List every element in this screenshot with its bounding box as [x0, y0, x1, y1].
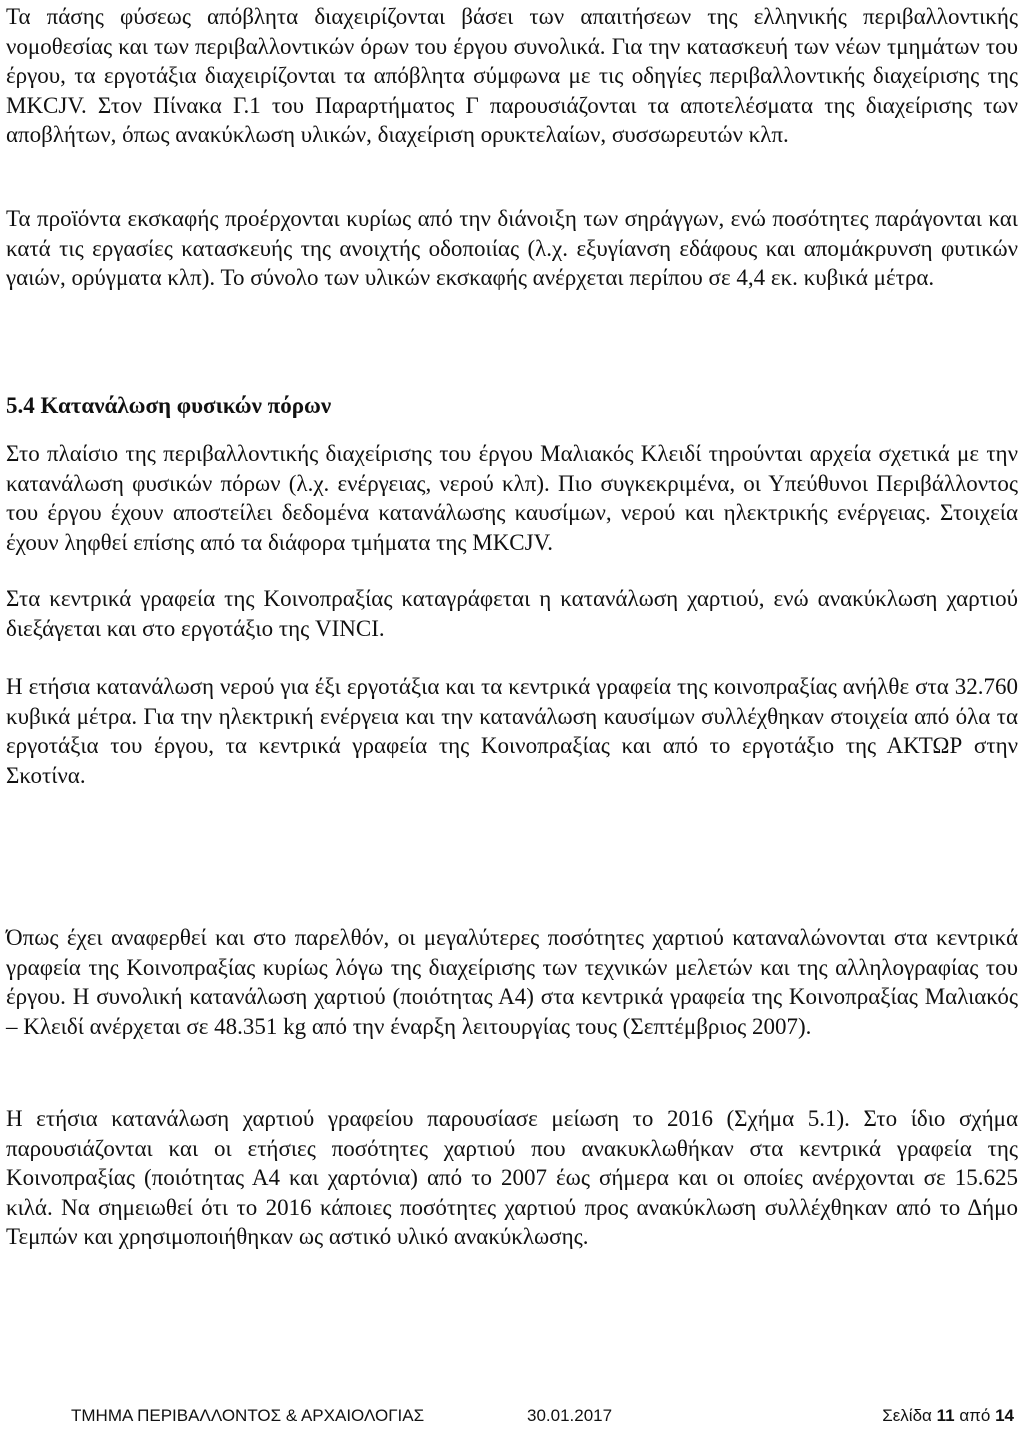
paragraph-paper-consumption: Όπως έχει αναφερθεί και στο παρελθόν, οι μεγαλύτερες ποσότητες χαρτιού καταναλώνονται στα κεντρικά γραφεία της Κοινοπραξίας κυρίως λόγω της διαχείρισης των τεχνικών μελετών και της αλληλογραφίας του έργου. Η συνολική κατανάλωση χαρτιού (ποιότητας Α4) στα κεντρικά γραφεία της Κοινοπραξίας Μαλιακός – Κλειδί ανέρχεται σε 48.351 kg από την έναρξη λειτουργίας τους (Σεπτέμβριος 2007). — [6, 925, 1018, 1039]
footer-page-total: 14 — [995, 1406, 1014, 1425]
section-heading: 5.4 Κατανάλωση φυσικών πόρων — [6, 393, 332, 418]
paragraph-annual-paper-trend: Η ετήσια κατανάλωση χαρτιού γραφείου παρουσίασε μείωση το 2016 (Σχήμα 5.1). Στο ίδιο σχήμα παρουσιάζονται και οι ετήσιες ποσότητες χαρτιού που ανακυκλωθήκαν στα κεντρικά γραφεία της Κοινοπραξίας (ποιότητας Α4 και χαρτόνια) από το 2007 έως σήμερα και οι οποίες ανέρχονται σε 15.625 κιλά. Να σημειωθεί ότι το 2016 κάποιες ποσότητες χαρτιού προς ανακύκλωση συλλέχθηκαν από το Δήμο Τεμπών και χρησιμοποιήθηκαν ως αστικό υλικό ανακύκλωσης. — [6, 1106, 1018, 1249]
paragraph-water-energy-consumption: Η ετήσια κατανάλωση νερού για έξι εργοτάξια και τα κεντρικά γραφεία της κοινοπραξίας ανήλθε στα 32.760 κυβικά μέτρα. Για την ηλεκτρική ενέργεια και την κατανάλωση καυσίμων συλλέχθηκαν στοιχεία από όλα τα εργοτάξια του έργου, τα κεντρικά γραφεία της Κοινοπραξίας και από το εργοτάξιο της ΑΚΤΩΡ στην Σκοτίνα. — [6, 674, 1018, 788]
paragraph-excavation-products: Τα προϊόντα εκσκαφής προέρχονται κυρίως από την διάνοιξη των σηράγγων, ενώ ποσότητες παράγονται και κατά τις εργασίες κατασκευής της ανοιχτής οδοποιίας (λ.χ. εξυγίανση εδάφους και απομάκρυνση φυτικών γαιών, ορύγματα κλπ). Το σύνολο των υλικών εκσκαφής ανέρχεται περίπου σε 4,4 εκ. κυβικά μέτρα. — [6, 206, 1018, 290]
footer-department: ΤΜΗΜΑ ΠΕΡΙΒΑΛΛΟΝΤΟΣ & ΑΡΧΑΙΟΛΟΓΙΑΣ — [71, 1406, 425, 1425]
footer-page-of: από — [959, 1406, 991, 1425]
paragraph-paper-recording: Στα κεντρικά γραφεία της Κοινοπραξίας καταγράφεται η κατανάλωση χαρτιού, ενώ ανακύκλωση χαρτιού διεξάγεται και στο εργοτάξιο της VINCI. — [6, 586, 1018, 641]
footer-page-prefix: Σελίδα — [882, 1406, 932, 1425]
footer-date: 30.01.2017 — [527, 1406, 613, 1425]
page-footer — [0, 1400, 1024, 1432]
paragraph-waste-management: Τα πάσης φύσεως απόβλητα διαχειρίζονται βάσει των απαιτήσεων της ελληνικής περιβαλλοντικής νομοθεσίας και των περιβαλλοντικών όρων του έργου συνολικά. Για την κατασκευή των νέων τμημάτων του έργου, τα εργοτάξια διαχειρίζονται τα απόβλητα σύμφωνα με τις οδηγίες περιβαλλοντικής διαχείρισης της MKCJV. Στον Πίνακα Γ.1 του Παραρτήματος Γ παρουσιάζονται τα αποτελέσματα της διαχείρισης των αποβλήτων, όπως ανακύκλωση υλικών, διαχείριση ορυκτελαίων, συσσωρευτών κλπ. — [6, 4, 1018, 147]
paragraph-natural-resources-records: Στο πλαίσιο της περιβαλλοντικής διαχείρισης του έργου Μαλιακός Κλειδί τηρούνται αρχεία σχετικά με την κατανάλωση φυσικών πόρων (λ.χ. ενέργειας, νερού κλπ). Πιο συγκεκριμένα, οι Υπεύθυνοι Περιβάλλοντος του έργου έχουν αποστείλει δεδομένα κατανάλωσης καυσίμων, νερού και ηλεκτρικής ενέργειας. Στοιχεία έχουν ληφθεί επίσης από τα διάφορα τμήματα της MKCJV. — [6, 441, 1018, 555]
footer-page-number — [882, 1400, 1014, 1432]
footer-page-current: 11 — [936, 1406, 955, 1425]
